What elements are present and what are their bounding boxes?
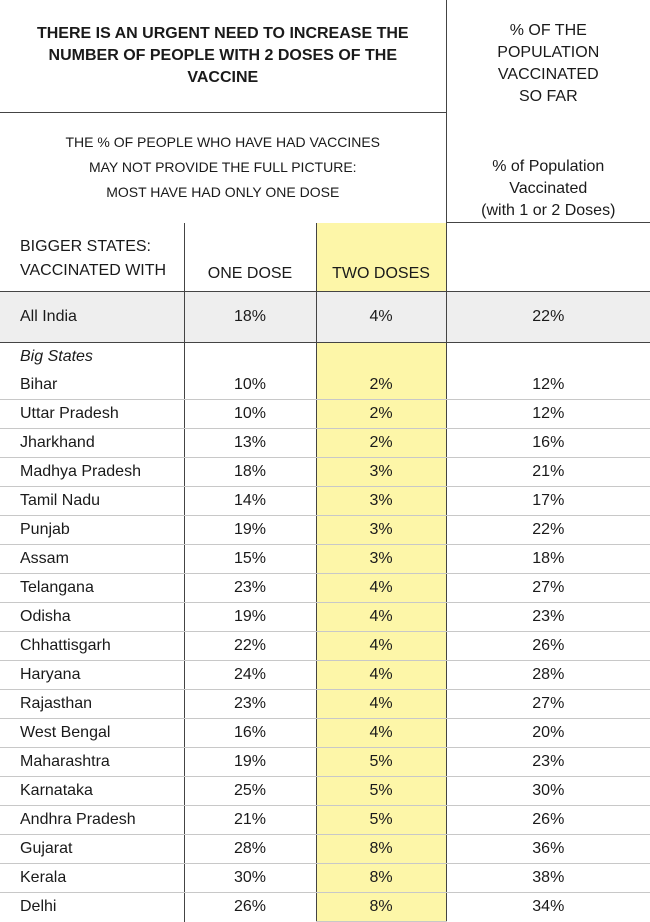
table-row (0, 632, 650, 661)
table-row (0, 371, 650, 400)
total-vaccinated-value: 22% (446, 516, 650, 545)
two-doses-value: 2% (316, 429, 446, 458)
two-doses-value: 2% (316, 400, 446, 429)
table-subtitle (0, 113, 446, 223)
state-name: Assam (0, 545, 184, 574)
table-row (0, 777, 650, 806)
table-row (0, 835, 650, 864)
table-row (0, 516, 650, 545)
two-doses-value: 4% (316, 690, 446, 719)
table-row (0, 487, 650, 516)
state-name: West Bengal (0, 719, 184, 748)
state-name: Kerala (0, 864, 184, 893)
state-name: Andhra Pradesh (0, 806, 184, 835)
subtitle-line-2: MAY NOT PROVIDE THE FULL PICTURE: (88, 159, 357, 176)
one-dose-value: 19% (184, 603, 316, 632)
total-vaccinated-value: 36% (446, 835, 650, 864)
total-vaccinated-value: 26% (446, 632, 650, 661)
two-doses-value: 3% (316, 487, 446, 516)
one-dose-value: 16% (184, 719, 316, 748)
one-dose-value: 15% (184, 545, 316, 574)
total-vaccinated-value: 21% (446, 458, 650, 487)
two-doses-value: 8% (316, 893, 446, 922)
two-doses-value: 3% (316, 458, 446, 487)
title-row (0, 0, 650, 113)
total-vaccinated-value: 17% (446, 487, 650, 516)
column-header-states-line-1: BIGGER STATES: (20, 238, 151, 255)
two-doses-value: 4% (316, 574, 446, 603)
section-label: Big States (20, 348, 93, 365)
all-india-one-dose: 18% (184, 292, 316, 343)
table-title: THERE IS AN URGENT NEED TO INCREASE THE NUMBER OF PEOPLE WITH 2 DOSES OF THE VACCINE (0, 0, 446, 113)
table-row (0, 603, 650, 632)
state-name: Tamil Nadu (0, 487, 184, 516)
one-dose-value: 23% (184, 690, 316, 719)
one-dose-value: 10% (184, 400, 316, 429)
total-vaccinated-value: 18% (446, 545, 650, 574)
total-vaccinated-value: 27% (446, 574, 650, 603)
one-dose-value: 26% (184, 893, 316, 922)
two-doses-value: 4% (316, 632, 446, 661)
total-vaccinated-value: 26% (446, 806, 650, 835)
one-dose-value: 10% (184, 371, 316, 400)
two-doses-value: 8% (316, 864, 446, 893)
table-row (0, 400, 650, 429)
state-name: Jharkhand (0, 429, 184, 458)
total-vaccinated-value: 28% (446, 661, 650, 690)
total-vaccinated-value: 34% (446, 893, 650, 922)
state-name: Telangana (0, 574, 184, 603)
two-doses-value: 4% (316, 603, 446, 632)
state-name: Haryana (0, 661, 184, 690)
subtitle-line-3: MOST HAVE HAD ONLY ONE DOSE (106, 184, 340, 201)
section-empty-cell (446, 343, 650, 372)
column-header-total-blank (446, 223, 650, 292)
table-row (0, 690, 650, 719)
total-vaccinated-value: 23% (446, 748, 650, 777)
all-india-name: All India (0, 292, 184, 343)
table-row (0, 661, 650, 690)
two-doses-value: 4% (316, 719, 446, 748)
table-row (0, 429, 650, 458)
pct-vaccinated-title (446, 0, 650, 223)
two-doses-value: 5% (316, 806, 446, 835)
all-india-two-doses: 4% (316, 292, 446, 343)
two-doses-value: 5% (316, 777, 446, 806)
total-vaccinated-value: 12% (446, 371, 650, 400)
state-name: Uttar Pradesh (0, 400, 184, 429)
pct-vaccinated-title-text: % OF THE POPULATION VACCINATED SO FAR (497, 22, 600, 105)
table-row (0, 806, 650, 835)
one-dose-value: 25% (184, 777, 316, 806)
one-dose-value: 13% (184, 429, 316, 458)
one-dose-value: 28% (184, 835, 316, 864)
total-vaccinated-value: 27% (446, 690, 650, 719)
one-dose-value: 19% (184, 516, 316, 545)
table-row (0, 893, 650, 922)
section-row (0, 343, 650, 372)
state-name: Chhattisgarh (0, 632, 184, 661)
column-header-states-line-2: VACCINATED WITH (20, 262, 167, 279)
column-header-row (0, 223, 650, 292)
column-header-one-dose: ONE DOSE (184, 223, 316, 292)
total-vaccinated-value: 38% (446, 864, 650, 893)
one-dose-value: 21% (184, 806, 316, 835)
subtitle-line-1: THE % OF PEOPLE WHO HAVE HAD VACCINES (65, 134, 381, 151)
two-doses-value: 3% (316, 516, 446, 545)
state-name: Delhi (20, 898, 57, 916)
two-doses-value: 5% (316, 748, 446, 777)
two-doses-value: 8% (316, 835, 446, 864)
one-dose-value: 23% (184, 574, 316, 603)
one-dose-value: 14% (184, 487, 316, 516)
section-empty-cell (316, 343, 446, 372)
state-name: Rajasthan (0, 690, 184, 719)
one-dose-value: 18% (184, 458, 316, 487)
one-dose-value: 30% (184, 864, 316, 893)
table-row (0, 748, 650, 777)
total-vaccinated-value: 30% (446, 777, 650, 806)
pct-subtitle-line-3: (with 1 or 2 Doses) (481, 202, 616, 219)
table-row (0, 458, 650, 487)
section-empty-cell (184, 343, 316, 372)
one-dose-value: 22% (184, 632, 316, 661)
total-vaccinated-value: 23% (446, 603, 650, 632)
table-row (0, 864, 650, 893)
column-header-states (0, 223, 184, 292)
state-name: Punjab (0, 516, 184, 545)
one-dose-value: 24% (184, 661, 316, 690)
one-dose-value: 19% (184, 748, 316, 777)
pct-subtitle-line-2: Vaccinated (509, 180, 588, 197)
all-india-row (0, 292, 650, 343)
pct-subtitle-line-1: % of Population (492, 158, 605, 175)
total-vaccinated-value: 16% (446, 429, 650, 458)
two-doses-value: 3% (316, 545, 446, 574)
state-name: Bihar (0, 371, 184, 400)
state-name: Odisha (0, 603, 184, 632)
state-name: Madhya Pradesh (0, 458, 184, 487)
two-doses-value: 4% (316, 661, 446, 690)
column-header-two-doses: TWO DOSES (316, 223, 446, 292)
table-row (0, 574, 650, 603)
state-name: Maharashtra (0, 748, 184, 777)
two-doses-value: 2% (316, 371, 446, 400)
state-name: Karnataka (0, 777, 184, 806)
table-row (0, 545, 650, 574)
total-vaccinated-value: 12% (446, 400, 650, 429)
state-name: Gujarat (0, 835, 184, 864)
all-india-total: 22% (446, 292, 650, 343)
table-row (0, 719, 650, 748)
total-vaccinated-value: 20% (446, 719, 650, 748)
